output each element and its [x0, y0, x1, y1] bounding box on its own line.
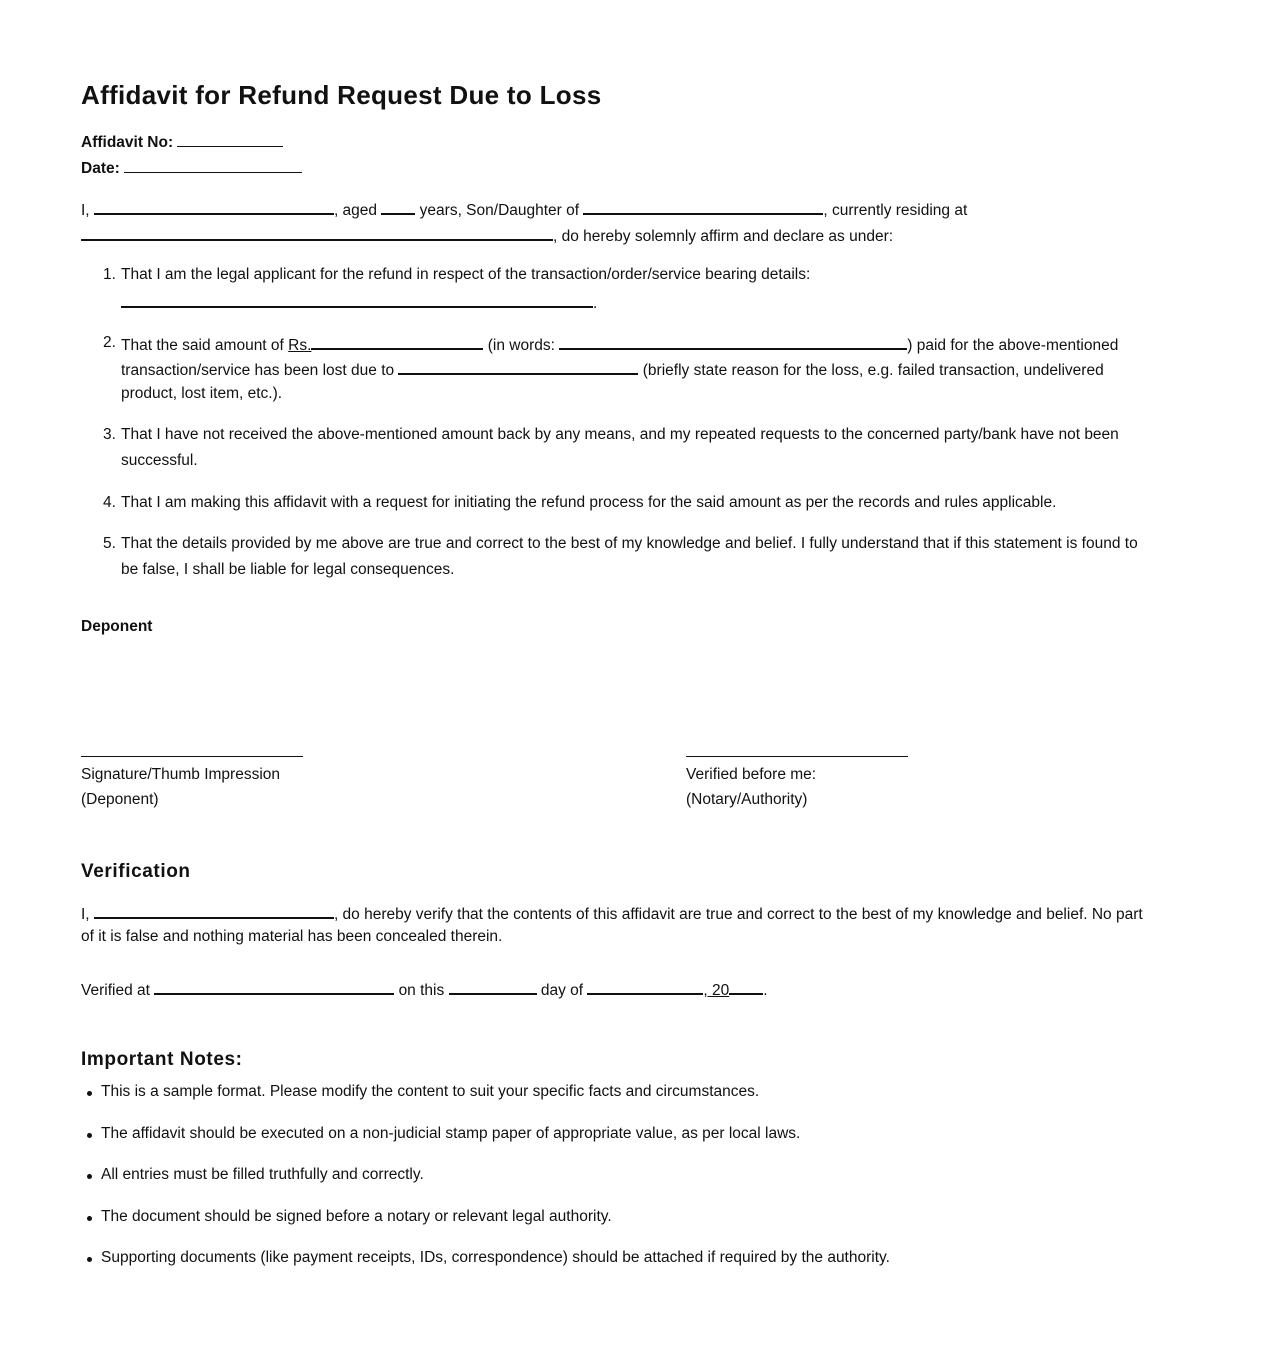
- year-prefix: , 20: [703, 982, 730, 999]
- item-2-text-e: (briefly state reason for the loss, e.g. failed transaction, undelivered: [642, 362, 1104, 379]
- note-2: The affidavit should be executed on a non-judicial stamp paper of appropriate value, as per local laws.: [101, 1125, 801, 1142]
- loss-reason-field[interactable]: [398, 359, 638, 375]
- parent-name-field[interactable]: [583, 199, 823, 215]
- verifier-name-field[interactable]: [94, 903, 334, 919]
- bullet-icon: [87, 1216, 92, 1221]
- verification-line-2: of it is false and nothing material has been concealed therein.: [81, 928, 503, 945]
- notary-signature-line[interactable]: [686, 756, 908, 757]
- verification-line-1: [81, 903, 1143, 924]
- document-title: Affidavit for Refund Request Due to Loss: [81, 80, 602, 110]
- verification-text-a: , do hereby verify that the contents of this affidavit are true and correct to the best of my knowledge and belief. No part: [333, 906, 1143, 923]
- verified-year-field[interactable]: [729, 979, 763, 995]
- notary-verified-label: Verified before me:: [686, 766, 817, 783]
- item-2-line-1: [121, 334, 1118, 355]
- item-4-number: 4.: [103, 494, 116, 511]
- deponent-signature-line[interactable]: [81, 756, 303, 757]
- item-2-line-3: product, lost item, etc.).: [121, 385, 283, 402]
- currency-label: Rs.: [288, 337, 312, 354]
- item-5-line-2: be false, I shall be liable for legal consequences.: [121, 561, 455, 578]
- intro-line-2: [81, 225, 893, 246]
- item-3-line-2: successful.: [121, 452, 198, 469]
- item-3-line-1: That I have not received the above-mentioned amount back by any means, and my repeated requests to the concerned party/bank have not been: [121, 426, 1119, 443]
- intro-aged: , aged: [333, 202, 378, 219]
- item-5-line-1: That the details provided by me above are true and correct to the best of my knowledge and belief. I fully understand that if this statement is found to: [121, 535, 1138, 552]
- date-field[interactable]: [124, 158, 302, 173]
- verified-end: .: [763, 982, 768, 999]
- item-4-text: That I am making this affidavit with a request for initiating the refund process for the said amount as per the records and rules applicable.: [121, 494, 1057, 511]
- intro-i: I,: [81, 202, 90, 219]
- item-2-line-2: [121, 359, 1104, 380]
- amount-field[interactable]: [311, 334, 483, 350]
- note-4: The document should be signed before a notary or relevant legal authority.: [101, 1208, 612, 1225]
- day-of-label: day of: [540, 982, 584, 999]
- item-2-text-d: transaction/service has been lost due to: [121, 362, 395, 379]
- address-field[interactable]: [81, 225, 553, 241]
- name-field[interactable]: [94, 199, 334, 215]
- deponent-heading: Deponent: [81, 618, 153, 635]
- item-1-number: 1.: [103, 266, 116, 283]
- item-1-line-2: [121, 292, 597, 313]
- verified-day-field[interactable]: [449, 979, 537, 995]
- deponent-signature-label: Signature/Thumb Impression: [81, 766, 281, 783]
- verified-at-row: [81, 979, 768, 1000]
- verification-heading: Verification: [81, 861, 191, 882]
- transaction-details-field[interactable]: [121, 292, 593, 308]
- on-this-label: on this: [398, 982, 445, 999]
- verification-i: I,: [81, 906, 90, 923]
- item-2-number: 2.: [103, 334, 116, 351]
- verified-place-field[interactable]: [154, 979, 394, 995]
- affidavit-no-row: [81, 132, 283, 152]
- note-1: This is a sample format. Please modify the content to suit your specific facts and circumstances.: [101, 1083, 760, 1100]
- note-3: All entries must be filled truthfully and correctly.: [101, 1166, 424, 1183]
- bullet-icon: [87, 1257, 92, 1262]
- bullet-icon: [87, 1091, 92, 1096]
- date-row: [81, 158, 302, 178]
- item-1-text: That I am the legal applicant for the refund in respect of the transaction/order/service bearing details:: [121, 266, 811, 283]
- bullet-icon: [87, 1133, 92, 1138]
- date-label: Date:: [81, 160, 120, 177]
- item-1-end: .: [593, 295, 598, 312]
- deponent-signature-sub: (Deponent): [81, 791, 159, 808]
- intro-line-1: [81, 199, 967, 220]
- affidavit-no-label: Affidavit No:: [81, 134, 174, 151]
- verified-at-label: Verified at: [81, 982, 150, 999]
- intro-residing: , currently residing at: [823, 202, 968, 219]
- notes-heading: Important Notes:: [81, 1049, 243, 1070]
- notary-verified-sub: (Notary/Authority): [686, 791, 808, 808]
- item-2-text-a: That the said amount of: [121, 337, 284, 354]
- bullet-icon: [87, 1174, 92, 1179]
- item-2-text-c: ) paid for the above-mentioned: [907, 337, 1119, 354]
- amount-in-words-field[interactable]: [559, 334, 907, 350]
- verified-month-field[interactable]: [587, 979, 703, 995]
- age-field[interactable]: [381, 199, 415, 215]
- affidavit-no-field[interactable]: [177, 132, 283, 147]
- item-2-text-b: (in words:: [487, 337, 555, 354]
- item-5-number: 5.: [103, 535, 116, 552]
- intro-affirm: , do hereby solemnly affirm and declare as under:: [553, 228, 894, 245]
- note-5: Supporting documents (like payment receipts, IDs, correspondence) should be attached if required by the authority.: [101, 1249, 890, 1266]
- intro-years: years, Son/Daughter of: [419, 202, 580, 219]
- item-3-number: 3.: [103, 426, 116, 443]
